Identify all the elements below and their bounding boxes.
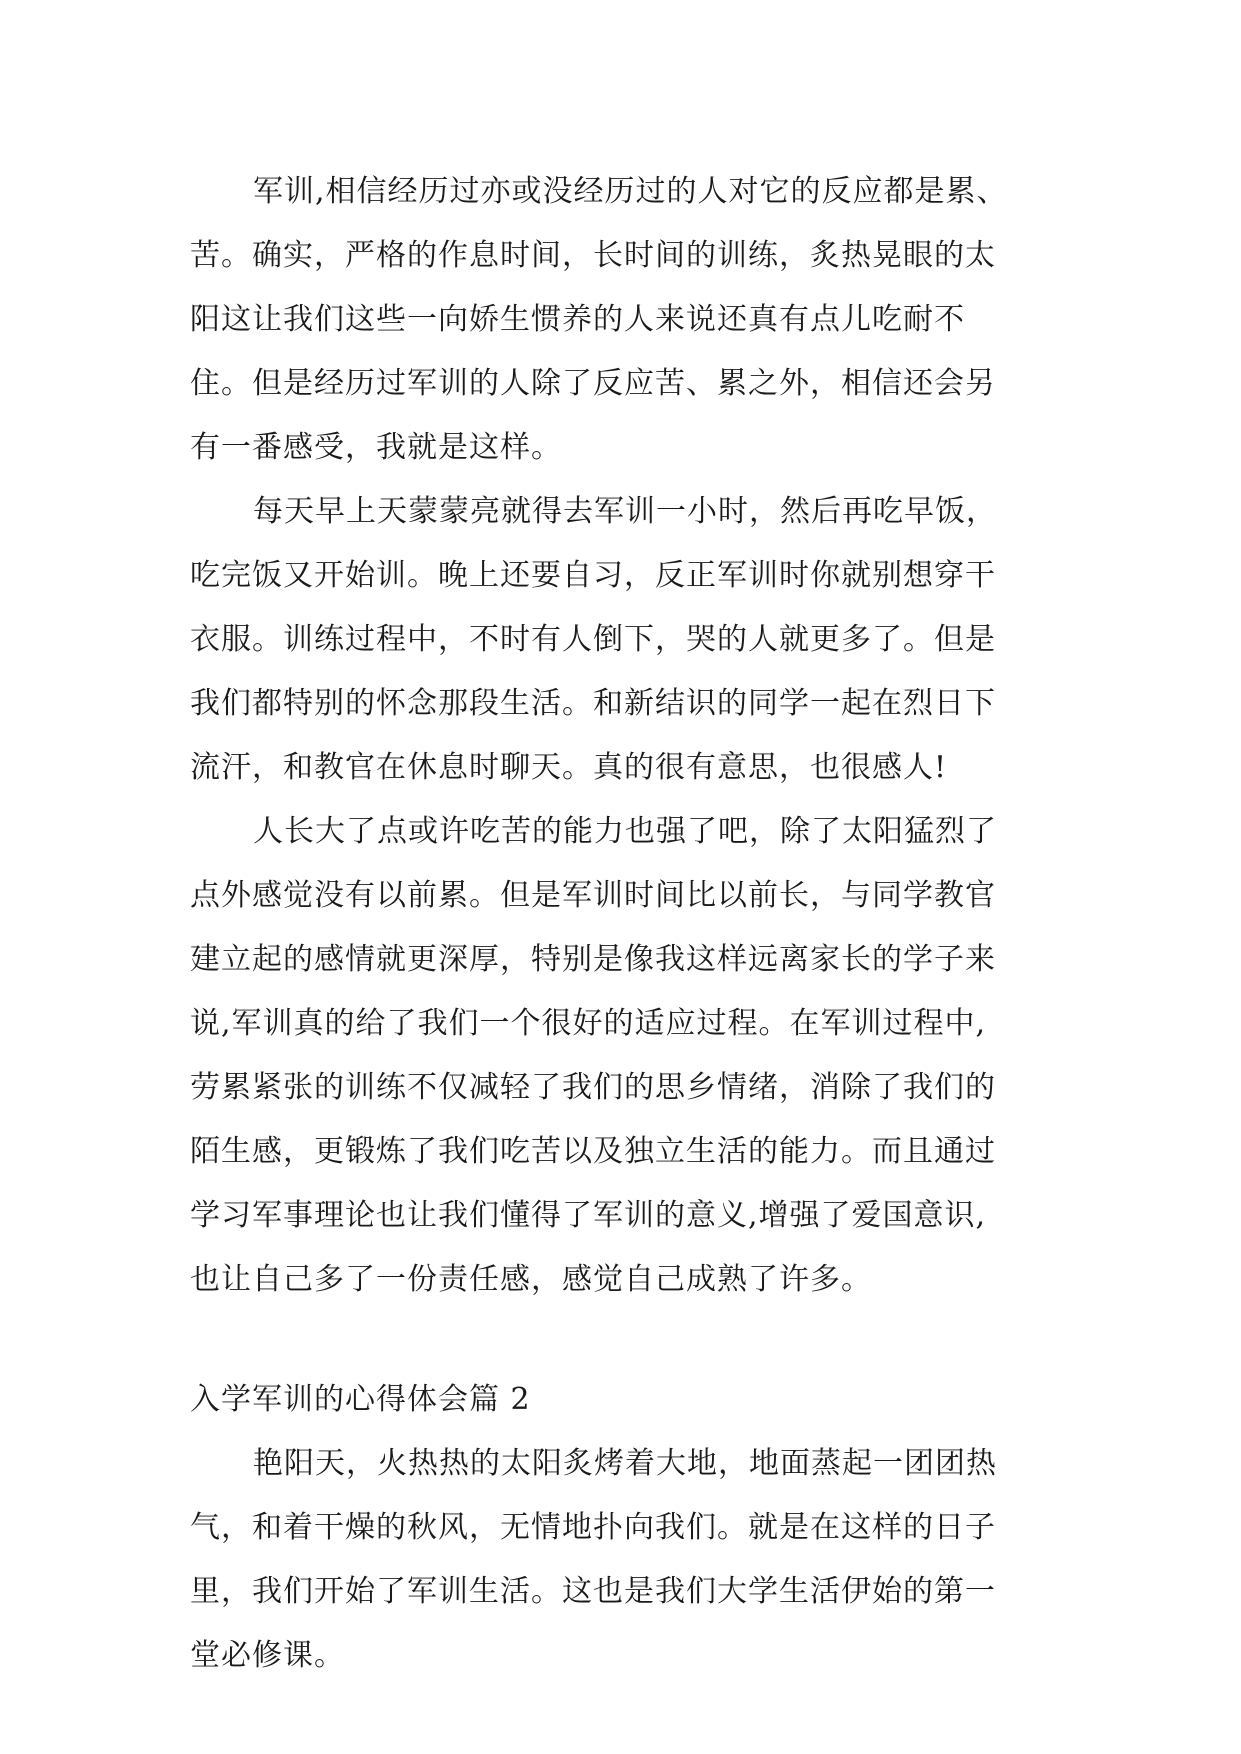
section-heading: 入学军训的心得体会篇 2 bbox=[190, 1382, 531, 1417]
paragraph-line: 吃完饭又开始训。晚上还要自习，反正军训时你就别想穿干 bbox=[190, 558, 996, 593]
paragraph-line: 军训,相信经历过亦或没经历过的人对它的反应都是累、 bbox=[253, 174, 1008, 209]
paragraph-1 bbox=[190, 160, 1090, 480]
paragraph-line: 点外感觉没有以前累。但是军训时间比以前长，与同学教官 bbox=[190, 878, 996, 913]
paragraph-line: 说,军训真的给了我们一个很好的适应过程。在军训过程中, bbox=[190, 1006, 987, 1041]
paragraph-line: 人长大了点或许吃苦的能力也强了吧，除了太阳猛烈了 bbox=[253, 814, 997, 849]
paragraph-line: 堂必修课。 bbox=[190, 1638, 345, 1673]
paragraph-line: 衣服。训练过程中，不时有人倒下，哭的人就更多了。但是 bbox=[190, 622, 996, 657]
paragraph-line: 劳累紧张的训练不仅减轻了我们的思乡情绪，消除了我们的 bbox=[190, 1070, 996, 1105]
section-paragraph-1 bbox=[190, 1432, 1090, 1688]
paragraph-2 bbox=[190, 480, 1090, 800]
document-body bbox=[190, 160, 1090, 1688]
paragraph-line: 我们都特别的怀念那段生活。和新结识的同学一起在烈日下 bbox=[190, 686, 996, 721]
paragraph-line: 苦。确实，严格的作息时间，长时间的训练，炙热晃眼的太 bbox=[190, 238, 996, 273]
paragraph-line: 里，我们开始了军训生活。这也是我们大学生活伊始的第一 bbox=[190, 1574, 996, 1609]
paragraph-line: 气，和着干燥的秋风，无情地扑向我们。就是在这样的日子 bbox=[190, 1510, 996, 1545]
paragraph-line: 学习军事理论也让我们懂得了军训的意义,增强了爱国意识, bbox=[190, 1198, 987, 1233]
paragraph-line: 每天早上天蒙蒙亮就得去军训一小时，然后再吃早饭， bbox=[253, 494, 997, 529]
paragraph-line: 也让自己多了一份责任感，感觉自己成熟了许多。 bbox=[190, 1262, 872, 1297]
paragraph-line: 有一番感受，我就是这样。 bbox=[190, 430, 562, 465]
paragraph-line: 流汗，和教官在休息时聊天。真的很有意思，也很感人! bbox=[190, 750, 948, 785]
paragraph-line: 建立起的感情就更深厚，特别是像我这样远离家长的学子来 bbox=[190, 942, 996, 977]
paragraph-line: 陌生感，更锻炼了我们吃苦以及独立生活的能力。而且通过 bbox=[190, 1134, 996, 1169]
paragraph-line: 阳这让我们这些一向娇生惯养的人来说还真有点儿吃耐不 bbox=[190, 302, 965, 337]
paragraph-3 bbox=[190, 800, 1090, 1312]
paragraph-line: 住。但是经历过军训的人除了反应苦、累之外，相信还会另 bbox=[190, 366, 996, 401]
paragraph-line: 艳阳天，火热热的太阳炙烤着大地，地面蒸起一团团热 bbox=[253, 1446, 997, 1481]
